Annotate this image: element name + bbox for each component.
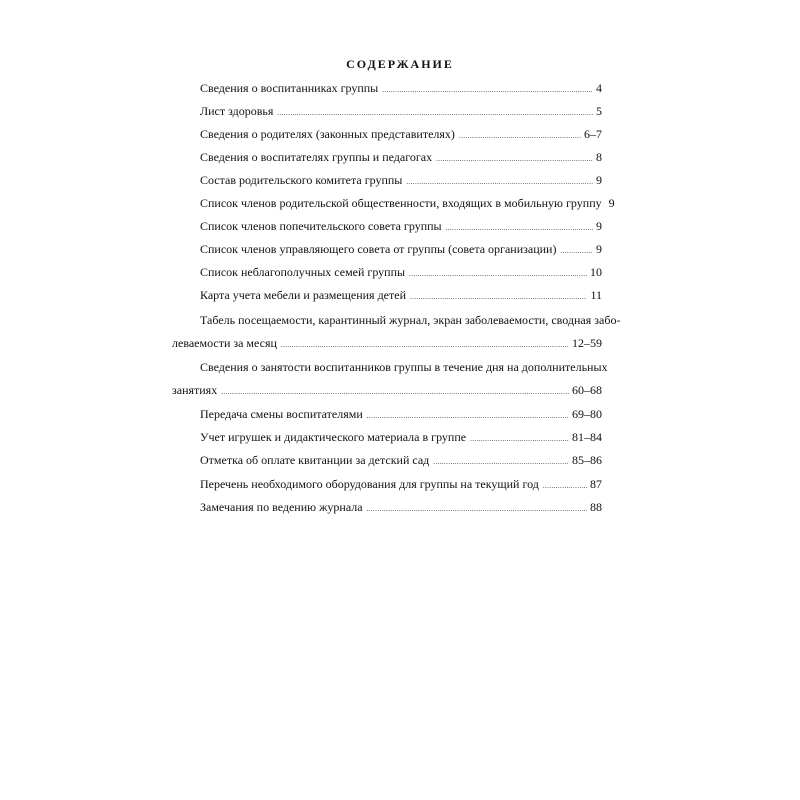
toc-entry-text-line2: занятиях [172, 383, 218, 397]
toc-entry-page: 9 [596, 242, 602, 256]
toc-entry-page: 9 [608, 196, 615, 210]
toc-entry [200, 80, 602, 96]
toc-entry [172, 335, 602, 351]
toc-entry-text: Список неблагополучных семей группы [200, 265, 406, 279]
toc-entry-text: Список членов попечительского совета группы [200, 219, 442, 233]
toc-entry [200, 103, 602, 119]
toc-entry-page: 69–80 [572, 407, 602, 421]
toc-entry [200, 149, 602, 165]
toc-entry-text: Замечания по ведению журнала [200, 500, 363, 514]
leader-dots [382, 82, 593, 98]
toc-entry-page: 9 [596, 219, 602, 233]
toc-entry-text: Отметка об оплате квитанции за детский сад [200, 453, 430, 467]
toc-entry-text: Сведения о воспитанниках группы [200, 81, 379, 95]
toc-entry-text-line1: Сведения о занятости воспитанников группы в течение дня на дополнительных [200, 360, 608, 374]
toc-entry [200, 264, 602, 280]
leader-dots [433, 454, 569, 470]
toc-entry [200, 287, 602, 303]
toc-entry [200, 406, 602, 422]
leader-dots [459, 128, 581, 144]
toc-entry-text: Сведения о родителях (законных представителях) [200, 127, 455, 141]
leader-dots [560, 243, 593, 259]
toc-entry-page: 85–86 [572, 453, 602, 467]
toc-entry-text: Сведения о воспитателях группы и педагогах [200, 150, 433, 164]
toc-entry [200, 195, 615, 211]
toc-entry-text: Список членов родительской общественности, входящих в мобильную группу [200, 196, 602, 210]
toc-entry [200, 429, 602, 445]
toc-entry-page: 8 [596, 150, 602, 164]
leader-dots [281, 337, 569, 353]
toc-entry [200, 126, 602, 142]
leader-dots [406, 174, 593, 190]
toc-entry-text: Учет игрушек и дидактического материала в группе [200, 430, 467, 444]
leader-dots [409, 266, 587, 282]
leader-dots [410, 289, 587, 305]
toc-entry [200, 452, 602, 468]
toc-entry-page: 12–59 [572, 336, 602, 350]
toc-entry-page: 10 [590, 265, 602, 279]
toc-entry [200, 172, 602, 188]
toc-entry-text-line2: леваемости за месяц [172, 336, 277, 350]
leader-dots [436, 151, 593, 167]
leader-dots [446, 220, 593, 236]
toc-entry-page: 60–68 [572, 383, 602, 397]
toc-entry-page: 81–84 [572, 430, 602, 444]
toc-entry-page: 6–7 [584, 127, 602, 141]
toc-entry [200, 218, 602, 234]
toc-entry [200, 476, 602, 492]
toc-entry-page: 11 [590, 288, 602, 302]
toc-entry-text: Список членов управляющего совета от группы (совета организации) [200, 242, 557, 256]
toc-entry-text-line1: Табель посещаемости, карантинный журнал, экран заболеваемости, сводная забо- [200, 313, 621, 327]
toc-entry-text: Перечень необходимого оборудования для группы на текущий год [200, 477, 539, 491]
toc-entry-text: Лист здоровья [200, 104, 274, 118]
toc-entry-page: 4 [596, 81, 602, 95]
toc-entry-page: 9 [596, 173, 602, 187]
toc-entry [200, 241, 602, 257]
leader-dots [221, 384, 569, 400]
leader-dots [277, 105, 593, 121]
toc-entry-page: 88 [590, 500, 602, 514]
toc-entry-text: Состав родительского комитета группы [200, 173, 403, 187]
leader-dots [367, 501, 587, 517]
page-title: СОДЕРЖАНИЕ [346, 57, 454, 71]
toc-entry [200, 499, 602, 515]
toc-entry-text: Карта учета мебели и размещения детей [200, 288, 407, 302]
toc-entry-page: 87 [590, 477, 602, 491]
toc-entry-page: 5 [596, 104, 602, 118]
leader-dots [470, 431, 569, 447]
toc-entry-text: Передача смены воспитателями [200, 407, 363, 421]
leader-dots [543, 478, 587, 494]
toc-entry [172, 382, 602, 398]
leader-dots [367, 408, 569, 424]
